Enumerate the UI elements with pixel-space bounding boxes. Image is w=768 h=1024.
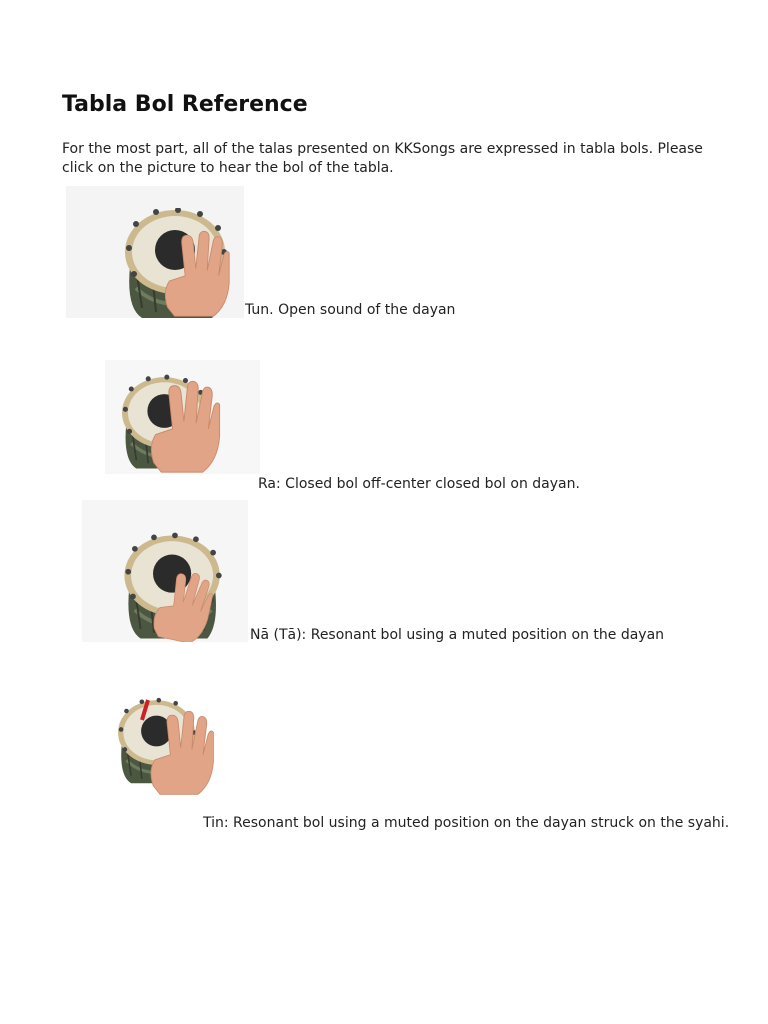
page-title: Tabla Bol Reference — [62, 92, 308, 117]
tabla-ra-photo[interactable] — [105, 360, 260, 474]
tabla-na-photo[interactable] — [82, 500, 248, 642]
tabla-tun-photo[interactable] — [66, 186, 244, 318]
bol-caption-na: Nā (Tā): Resonant bol using a muted position on the dayan — [250, 627, 665, 643]
tabla-tin-photo[interactable] — [108, 686, 224, 796]
bol-caption-tin: Tin: Resonant bol using a muted position on the dayan struck on the syahi. — [203, 815, 730, 831]
intro-paragraph: For the most part, all of the talas presented on KKSongs are expressed in tabla bols. Please click on the picture to hear the bol of the tabla. — [62, 141, 703, 176]
bol-caption-tun: Tun. Open sound of the dayan — [245, 302, 456, 318]
bol-caption-ra: Ra: Closed bol off-center closed bol on dayan. — [258, 476, 580, 492]
